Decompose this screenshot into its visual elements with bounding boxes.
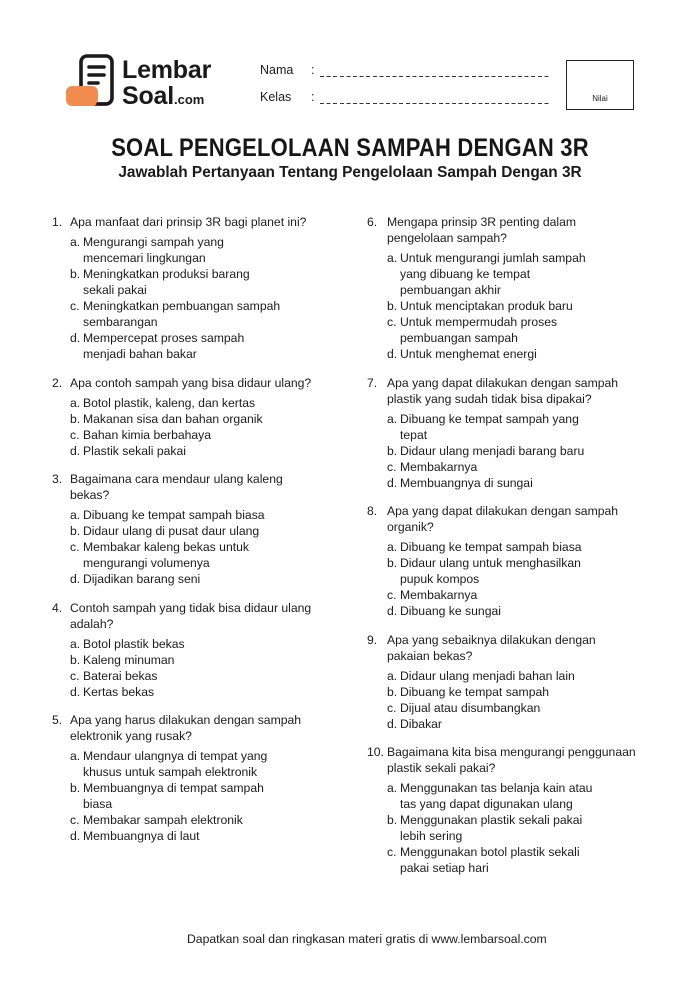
option-a: [70, 507, 352, 523]
option-text: Didaur ulang di pusat daur ulang: [83, 524, 260, 538]
option-c: [70, 298, 352, 330]
question-7-options: [387, 411, 667, 491]
option-label: b.: [387, 556, 398, 570]
option-label: c.: [387, 459, 397, 474]
option-text: Membakar kaleng bekas untuk mengurangi volumenya: [83, 540, 249, 570]
option-text: Untuk mempermudah proses pembuangan sampah: [400, 315, 558, 345]
question-text: Apa contoh sampah yang bisa didaur ulang?: [70, 375, 312, 390]
option-d: [387, 716, 667, 732]
option-c: [387, 700, 667, 716]
option-a: [387, 780, 667, 812]
option-text: Mempercepat proses sampah menjadi bahan bakar: [83, 331, 245, 361]
option-text: Kaleng minuman: [83, 652, 175, 667]
question-1-stem: [52, 214, 352, 230]
option-a: [387, 411, 667, 443]
option-text: Didaur ulang menjadi barang baru: [400, 443, 585, 458]
option-text: Membuangnya di laut: [83, 829, 200, 843]
option-d: [70, 684, 352, 700]
question-text: Apa manfaat dari prinsip 3R bagi planet ini?: [70, 215, 307, 229]
option-text: Dibuang ke tempat sampah biasa: [400, 540, 582, 554]
option-label: c.: [387, 700, 397, 715]
option-label: c.: [387, 588, 397, 602]
option-label: d.: [70, 443, 81, 458]
question-number: 4.: [52, 600, 63, 615]
question-8: [367, 503, 667, 619]
question-6-options: [387, 250, 667, 362]
option-text: Meningkatkan pembuangan sampah sembarangan: [83, 299, 281, 329]
option-d: [387, 475, 667, 491]
option-d: [70, 571, 352, 587]
option-label: d.: [70, 331, 81, 345]
option-label: d.: [387, 604, 398, 618]
option-label: a.: [70, 749, 81, 763]
option-text: Botol plastik bekas: [83, 636, 185, 651]
option-label: d.: [70, 829, 81, 843]
option-b: [70, 411, 352, 427]
option-text: Didaur ulang untuk menghasilkan pupuk kompos: [400, 556, 581, 586]
option-c: [387, 844, 667, 876]
option-c: [70, 427, 352, 443]
question-text: Apa yang harus dilakukan dengan sampah elektronik yang rusak?: [70, 713, 302, 743]
question-9-stem: [367, 632, 667, 664]
footer-note: Dapatkan soal dan ringkasan materi gratis di www.lembarsoal.com: [187, 932, 547, 946]
option-d: [70, 330, 352, 362]
question-10-stem: [367, 744, 667, 776]
option-label: c.: [70, 427, 80, 442]
option-label: a.: [387, 668, 398, 683]
option-text: Mengurangi sampah yang mencemari lingkungan: [83, 235, 224, 265]
question-7-stem: [367, 375, 667, 407]
option-b: [387, 812, 667, 844]
question-6-stem: [367, 214, 667, 246]
logo-text-suffix: .com: [174, 92, 205, 107]
option-text: Menggunakan tas belanja kain atau tas yang dapat digunakan ulang: [400, 781, 593, 811]
question-2-stem: [52, 375, 352, 391]
option-c: [70, 539, 352, 571]
page-title: SOAL PENGELOLAAN SAMPAH DENGAN 3R: [111, 133, 589, 162]
option-label: a.: [387, 540, 398, 554]
option-d: [70, 443, 352, 459]
question-7: [367, 375, 667, 491]
option-label: b.: [387, 299, 398, 313]
option-a: [70, 395, 352, 411]
option-text: Didaur ulang menjadi bahan lain: [400, 668, 575, 683]
question-5-stem: [52, 712, 352, 744]
option-c: [70, 668, 352, 684]
question-8-options: [387, 539, 667, 619]
option-text: Bahan kimia berbahaya: [83, 427, 212, 442]
option-b: [70, 652, 352, 668]
question-1: [52, 214, 352, 362]
question-number: 5.: [52, 713, 63, 727]
option-label: d.: [387, 716, 398, 731]
logo-text-lembar: Lembar: [122, 56, 212, 84]
option-label: a.: [387, 411, 398, 426]
option-d: [70, 828, 352, 844]
option-b: [387, 443, 667, 459]
option-label: c.: [70, 813, 80, 827]
option-text: Membuangnya di sungai: [400, 475, 533, 490]
question-text: Bagaimana kita bisa mengurangi penggunaan plastik sekali pakai?: [387, 745, 636, 775]
option-text: Membakar sampah elektronik: [83, 813, 243, 827]
option-label: b.: [387, 443, 398, 458]
score-box: [566, 60, 634, 110]
question-text: Apa yang dapat dilakukan dengan sampah organik?: [387, 504, 619, 534]
option-text: Dibuang ke sungai: [400, 604, 501, 618]
option-text: Menggunakan botol plastik sekali pakai setiap hari: [400, 845, 580, 875]
option-d: [387, 346, 667, 362]
option-text: Untuk menciptakan produk baru: [400, 299, 573, 313]
question-text: Mengapa prinsip 3R penting dalam pengelolaan sampah?: [387, 215, 577, 245]
question-5-options: [70, 748, 352, 844]
option-label: d.: [387, 475, 398, 490]
question-number: 3.: [52, 472, 63, 486]
question-text: Contoh sampah yang tidak bisa didaur ulang adalah?: [70, 600, 312, 631]
question-4-stem: [52, 600, 352, 632]
option-text: Membakarnya: [400, 588, 478, 602]
question-3: [52, 471, 352, 587]
option-label: a.: [70, 235, 81, 249]
option-a: [70, 748, 352, 780]
question-number: 8.: [367, 504, 378, 518]
option-c: [387, 314, 667, 346]
question-text: Bagaimana cara mendaur ulang kaleng bekas?: [70, 472, 283, 502]
question-2-options: [70, 395, 352, 459]
question-number: 2.: [52, 375, 63, 390]
question-number: 9.: [367, 632, 378, 647]
question-4: [52, 600, 352, 700]
question-10-options: [387, 780, 667, 876]
option-label: d.: [70, 572, 81, 586]
option-text: Botol plastik, kaleng, dan kertas: [83, 395, 256, 410]
option-text: Kertas bekas: [83, 684, 155, 699]
option-label: a.: [387, 781, 398, 795]
option-label: b.: [70, 267, 81, 281]
page-subtitle: Jawablah Pertanyaan Tentang Pengelolaan Sampah Dengan 3R: [118, 164, 582, 181]
question-text: Apa yang sebaiknya dilakukan dengan pakaian bekas?: [387, 632, 596, 663]
option-label: c.: [70, 668, 80, 683]
option-text: Membuangnya di tempat sampah biasa: [83, 781, 264, 811]
option-d: [387, 603, 667, 619]
question-4-options: [70, 636, 352, 700]
option-label: b.: [70, 524, 81, 538]
option-label: b.: [70, 781, 81, 795]
question-2: [52, 375, 352, 459]
class-fill-line: [320, 103, 550, 104]
questions-column-left: [52, 214, 352, 844]
option-text: Dijual atau disumbangkan: [400, 700, 541, 715]
question-3-options: [70, 507, 352, 587]
question-8-stem: [367, 503, 667, 535]
option-text: Dibuang ke tempat sampah yang tepat: [400, 411, 579, 442]
option-label: c.: [70, 299, 80, 313]
question-5: [52, 712, 352, 844]
option-label: a.: [387, 251, 398, 265]
option-text: Dijadikan barang seni: [83, 572, 201, 586]
option-a: [70, 234, 352, 266]
option-text: Baterai bekas: [83, 668, 158, 683]
question-9: [367, 632, 667, 732]
option-label: b.: [70, 411, 81, 426]
option-text: Plastik sekali pakai: [83, 443, 186, 458]
questions-column-right: [367, 214, 667, 876]
option-a: [387, 539, 667, 555]
logo-text-soal: [122, 82, 204, 114]
logo-text-soal-word: Soal: [122, 82, 174, 110]
question-number: 7.: [367, 375, 378, 390]
option-a: [387, 250, 667, 298]
option-b: [387, 684, 667, 700]
option-text: Menggunakan plastik sekali pakai lebih sering: [400, 813, 583, 843]
option-a: [70, 636, 352, 652]
name-separator: :: [311, 63, 315, 77]
option-b: [387, 298, 667, 314]
question-number: 10.: [367, 745, 384, 759]
option-text: Meningkatkan produksi barang sekali pakai: [83, 267, 250, 297]
option-label: c.: [70, 540, 80, 554]
option-b: [70, 780, 352, 812]
option-text: Makanan sisa dan bahan organik: [83, 411, 263, 426]
question-1-options: [70, 234, 352, 362]
option-label: b.: [387, 813, 398, 827]
option-b: [70, 523, 352, 539]
name-fill-line: [320, 76, 550, 77]
option-label: a.: [70, 395, 81, 410]
question-text: Apa yang dapat dilakukan dengan sampah plastik yang sudah tidak bisa dipakai?: [387, 375, 619, 406]
option-label: c.: [387, 845, 397, 859]
document-scroll-icon: [64, 53, 116, 109]
class-separator: :: [311, 90, 315, 104]
option-label: d.: [387, 347, 398, 361]
question-number: 1.: [52, 215, 63, 229]
option-text: Dibuang ke tempat sampah biasa: [83, 508, 265, 522]
class-label: Kelas: [260, 90, 292, 104]
option-a: [387, 668, 667, 684]
option-label: a.: [70, 508, 81, 522]
option-label: b.: [70, 652, 81, 667]
option-c: [387, 587, 667, 603]
option-c: [387, 459, 667, 475]
option-text: Untuk mengurangi jumlah sampah yang dibuang ke tempat pembuangan akhir: [400, 251, 586, 297]
option-text: Membakarnya: [400, 459, 478, 474]
option-text: Dibuang ke tempat sampah: [400, 684, 550, 699]
question-6: [367, 214, 667, 362]
question-number: 6.: [367, 215, 378, 229]
option-label: b.: [387, 684, 398, 699]
score-label: Nilai: [592, 94, 608, 103]
option-label: a.: [70, 636, 81, 651]
question-3-stem: [52, 471, 352, 503]
option-c: [70, 812, 352, 828]
option-text: Mendaur ulangnya di tempat yang khusus untuk sampah elektronik: [83, 749, 268, 779]
option-b: [387, 555, 667, 587]
option-label: c.: [387, 315, 397, 329]
option-b: [70, 266, 352, 298]
option-label: d.: [70, 684, 81, 699]
question-10: [367, 744, 667, 876]
question-9-options: [387, 668, 667, 732]
option-text: Untuk menghemat energi: [400, 347, 537, 361]
option-text: Dibakar: [400, 716, 442, 731]
name-label: Nama: [260, 63, 294, 77]
